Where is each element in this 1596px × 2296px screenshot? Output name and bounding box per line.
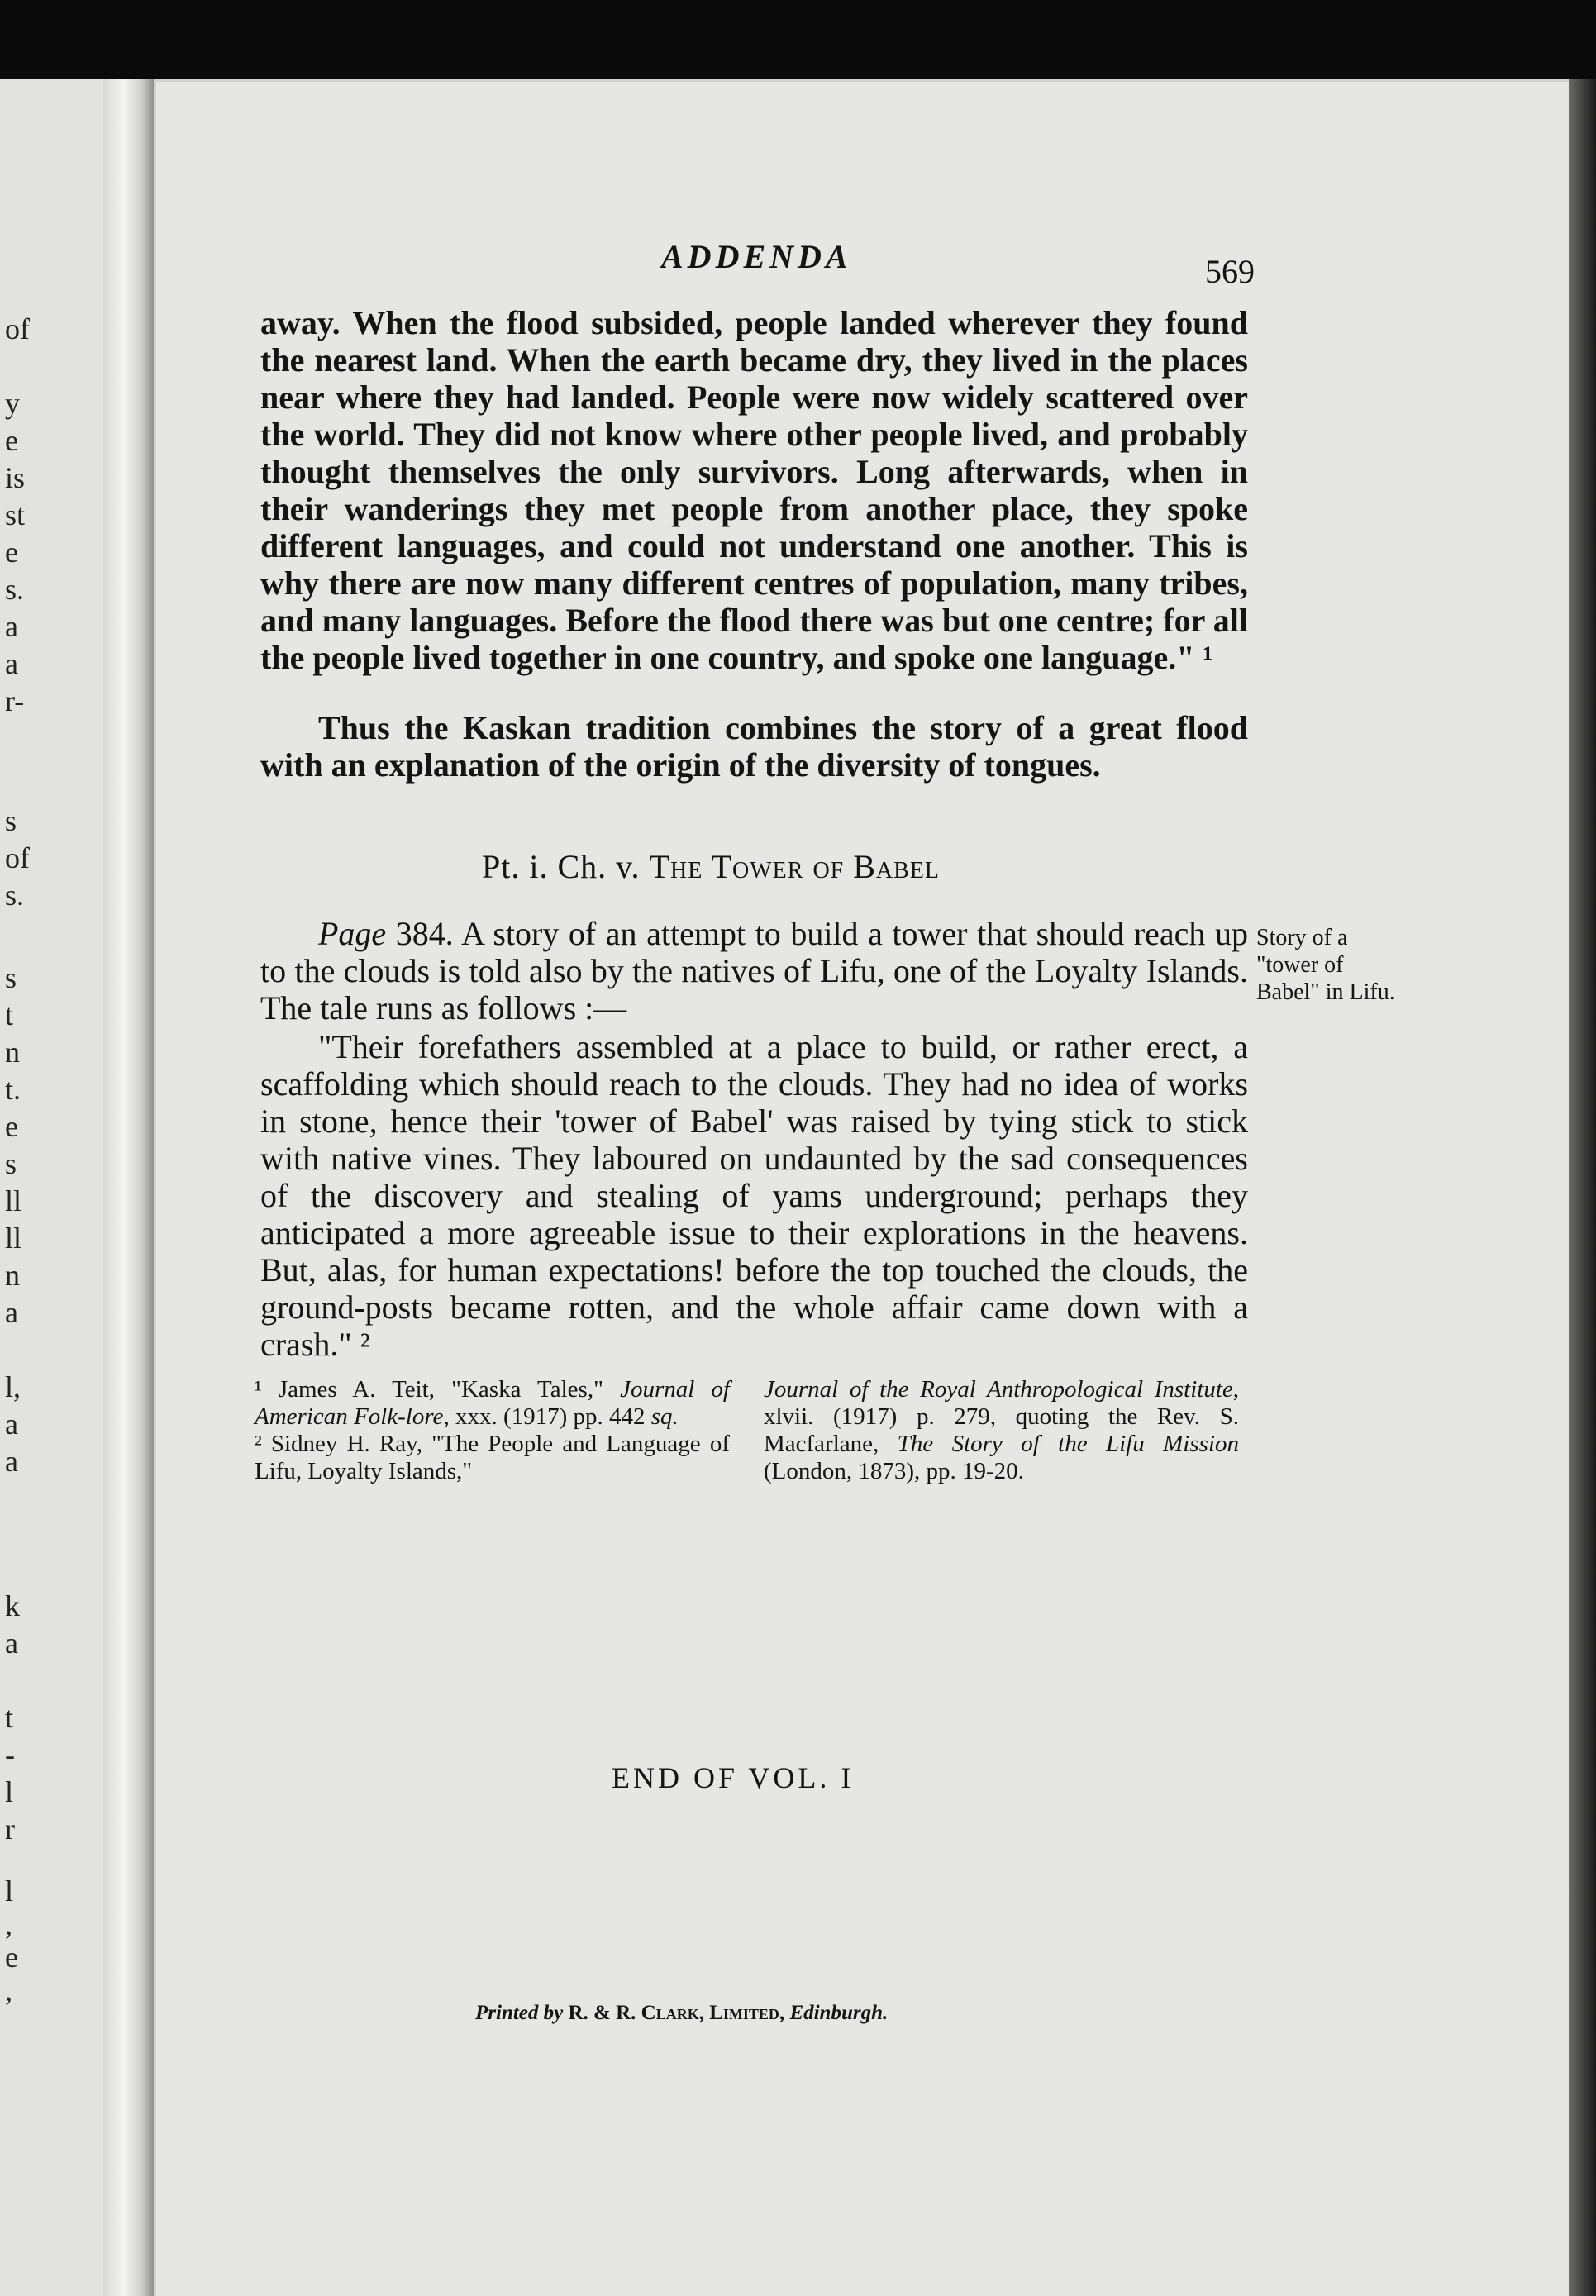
footnote-1-sq: sq.	[650, 1403, 679, 1430]
footnote-2-end: (London, 1873), pp. 19-20.	[764, 1458, 1024, 1484]
printer-city: Edinburgh.	[789, 2002, 889, 2024]
previous-page-fragment: y	[5, 387, 20, 420]
page-number: 569	[1205, 253, 1255, 290]
previous-page-fragment: n	[5, 1036, 20, 1069]
section-heading-prefix: Pt. i. Ch. v.	[482, 848, 650, 885]
printed-by: Printed by	[475, 2002, 564, 2024]
previous-page-fragment: a	[5, 1296, 18, 1329]
previous-page-fragment: s	[5, 1147, 17, 1180]
end-of-volume: END OF VOL. I	[612, 1761, 855, 1794]
previous-page-fragment: e	[5, 424, 18, 457]
previous-page-fragment: r-	[5, 684, 25, 717]
previous-page-fragment: is	[5, 461, 26, 494]
running-head: ADDENDA	[661, 238, 852, 275]
previous-page-fragment: a	[5, 1408, 18, 1441]
previous-page-fragment: -	[5, 1738, 15, 1771]
section-heading	[482, 847, 940, 886]
previous-page-fragment: e	[5, 1110, 18, 1143]
footnote-1-prefix: ¹ James A. Teit, "Kaska Tales,"	[255, 1376, 621, 1403]
footnote-2: ² Sidney H. Ray, "The People and Language of Lifu, Loyalty Islands,"	[255, 1431, 730, 1484]
previous-page-fragment: l	[5, 1874, 14, 1908]
footnotes-right	[764, 1376, 1239, 1485]
paragraph-4: "Their forefathers assembled at a place to build, or rather erect, a scaffolding which should reach to the clouds. They had no idea of works in stone, hence their 'tower of Babel' was raised by tying stick to stick with native vines. They laboured on undaunted by the sad consequences of the discovery and stealing of yams underground; perhaps they anticipated a more agreeable issue to their explorations in the heavens. But, alas, for human expectations! before the top touched the clouds, the ground-posts became rotten, and the whole affair came down with a crash." ²	[260, 1028, 1248, 1363]
previous-page-fragment: ll	[5, 1184, 22, 1217]
previous-page-fragment: e	[5, 536, 18, 569]
previous-page-fragment: st	[5, 498, 26, 531]
previous-page-fragment: ,	[5, 1974, 12, 2007]
printer-name: R. & R. Clark, Limited,	[563, 2002, 790, 2024]
footnote-1-journal: Journal of American Folk-lore	[255, 1376, 730, 1430]
previous-page-fragment: n	[5, 1259, 20, 1292]
previous-page-fragment: s	[5, 961, 17, 994]
previous-page-fragment: t	[5, 1701, 14, 1734]
previous-page-fragment: a	[5, 647, 18, 680]
paragraph-1: away. When the flood subsided, people landed wherever they found the nearest land. When the earth became dry, they lived in the places near where they had landed. People were now widely scattered over the world. They did not know where other people lived, and probably thought themselves the only survivors. Long afterwards, when in their wanderings they met people from another place, they spoke different languages, and could not understand one another. This is why there are now many different centres of population, many tribes, and many languages. Before the flood there was but one centre; for all the people lived together in one country, and spoke one language." ¹	[260, 304, 1248, 676]
printer-imprint	[475, 2002, 888, 2025]
footnote-1-rest: , xxx. (1917) pp. 442	[443, 1403, 651, 1430]
previous-page-fragment: r	[5, 1813, 15, 1846]
previous-page-fragment: s	[5, 804, 17, 837]
previous-page-fragment: l,	[5, 1370, 21, 1403]
page-gutter	[103, 79, 155, 2296]
footnotes-left	[255, 1376, 730, 1485]
page-reference-label: Page	[318, 915, 387, 952]
footnote-2-mid: , xlvii. (1917) p. 279, quoting the Rev. S. Macfarlane,	[764, 1376, 1239, 1457]
section-heading-title: The Tower of Babel	[649, 848, 941, 885]
previous-page-fragment: a	[5, 1445, 18, 1478]
previous-page-fragment: of	[5, 841, 30, 874]
previous-page-fragment: t	[5, 998, 14, 1031]
previous-page-fragment: s.	[5, 879, 25, 912]
page-edge-shadow	[1569, 79, 1596, 2296]
previous-page-fragment: a	[5, 610, 18, 643]
previous-page-fragment: a	[5, 1627, 18, 1660]
footnote-2-journal: Journal of the Royal Anthropological Institute	[764, 1376, 1233, 1403]
previous-page-fragment: s.	[5, 573, 25, 606]
previous-page-fragment: t.	[5, 1073, 21, 1106]
previous-page-fragment: ll	[5, 1222, 22, 1255]
previous-page-fragment: k	[5, 1589, 20, 1622]
footnote-2-book: The Story of the Lifu Mission	[897, 1431, 1239, 1457]
paragraph-3-text: 384. A story of an attempt to build a tower that should reach up to the clouds is told also by the natives of Lifu, one of the Loyalty Islands. The tale runs as follows :—	[260, 915, 1248, 1027]
paragraph-2: Thus the Kaskan tradition combines the story of a great flood with an explanation of the origin of the diversity of tongues.	[260, 709, 1248, 784]
previous-page-fragment: ,	[5, 1908, 12, 1941]
previous-page-fragment: of	[5, 312, 30, 345]
margin-note: Story of a "tower of Babel" in Lifu.	[1256, 925, 1395, 1005]
previous-page-fragment: e	[5, 1941, 18, 1974]
previous-page-fragment: l	[5, 1775, 14, 1808]
paragraph-3	[260, 915, 1248, 1027]
